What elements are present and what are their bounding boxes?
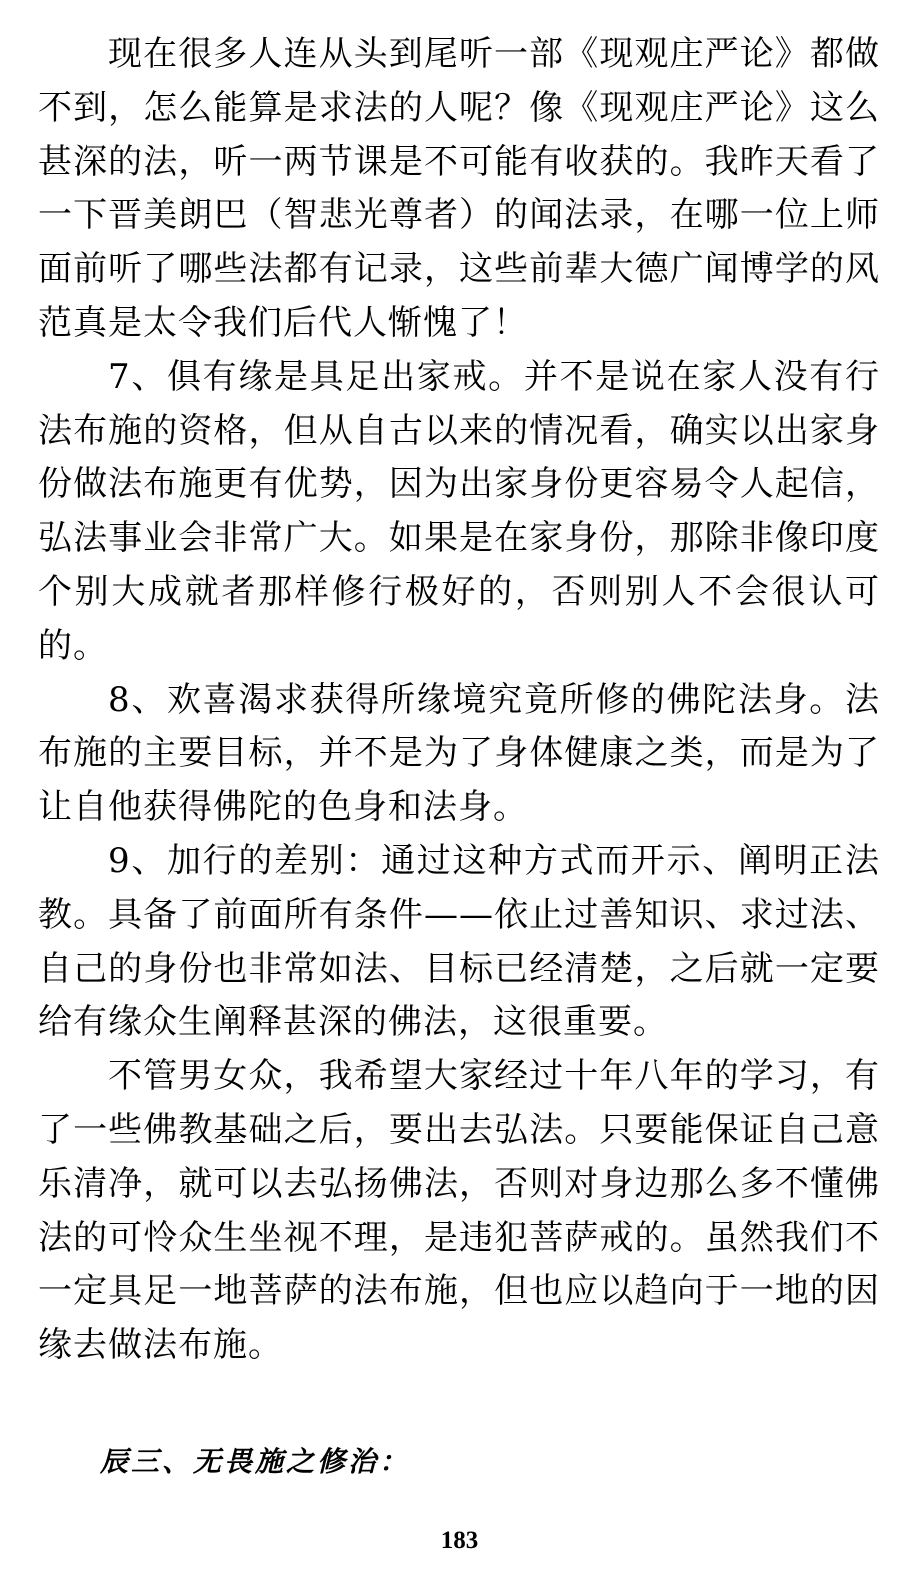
paragraph-4: 9、加行的差别：通过这种方式而开示、阐明正法教。具备了前面所有条件——依止过善知识、求过法、自己的身份也非常如法、目标已经清楚，之后就一定要给有缘众生阐释甚深的佛法，这很重要。 <box>38 840 880 1043</box>
body-text <box>38 28 880 1373</box>
paragraph-1: 现在很多人连从头到尾听一部《现观庄严论》都做不到，怎么能算是求法的人呢？像《现观庄严论》这么甚深的法，听一两节课是不可能有收获的。我昨天看了一下晋美朗巴（智悲光尊者）的闻法录，在哪一位上师面前听了哪些法都有记录，这些前辈大德广闻博学的风范真是太令我们后代人惭愧了！ <box>38 34 880 343</box>
page-number: 183 <box>440 1527 479 1554</box>
paragraph-5: 不管男女众，我希望大家经过十年八年的学习，有了一些佛教基础之后，要出去弘法。只要能保证自己意乐清净，就可以去弘扬佛法，否则对身边那么多不懂佛法的可怜众生坐视不理，是违犯菩萨戒的。虽然我们不一定具足一地菩萨的法布施，但也应以趋向于一地的因缘去做法布施。 <box>38 1056 880 1366</box>
section-heading: 辰三、无畏施之修治： <box>100 1445 411 1478</box>
paragraph-3: 8、欢喜渴求获得所缘境究竟所修的佛陀法身。法布施的主要目标，并不是为了身体健康之类，而是为了让自他获得佛陀的色身和法身。 <box>38 679 880 828</box>
paragraph-2: 7、俱有缘是具足出家戒。并不是说在家人没有行法布施的资格，但从自古以来的情况看，确实以出家身份做法布施更有优势，因为出家身份更容易令人起信，弘法事业会非常广大。如果是在家身份，那除非像印度个别大成就者那样修行极好的，否则别人不会很认可的。 <box>38 356 880 666</box>
